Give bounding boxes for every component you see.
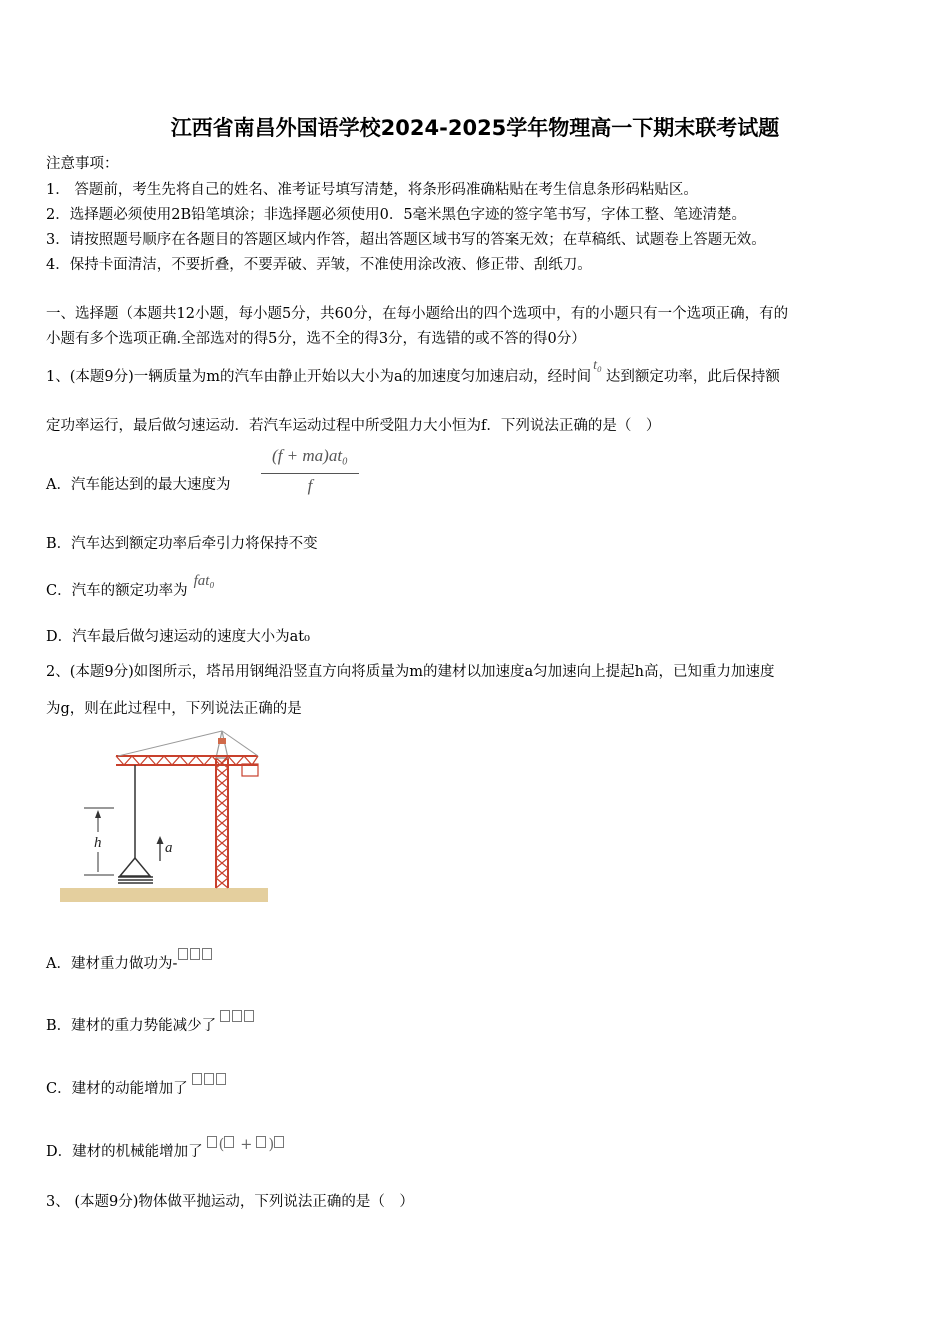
q2-option-d-text: D．建材的机械能增加了	[46, 1144, 203, 1160]
q2-option-d	[46, 1137, 286, 1161]
section-intro-line2: 小题有多个选项正确.全部选对的得5分，选不全的得3分，有选错的或不答的得0分）	[46, 331, 586, 347]
plus-sign: +	[240, 1137, 253, 1153]
q3-stem-line1: 3、 (本题9分)物体做平抛运动，下列说法正确的是（ ）	[46, 1194, 414, 1210]
tower-crane-figure	[58, 728, 270, 906]
notice-item-1: 1． 答题前，考生先将自己的姓名、准考证号填写清楚，将条形码准确粘贴在考生信息条形码粘贴区。	[46, 182, 698, 198]
missing-formula-glyphs	[192, 1074, 228, 1090]
notice-heading: 注意事项：	[46, 156, 119, 172]
q2-option-c-text: C．建材的动能增加了	[46, 1081, 188, 1097]
q1-option-c-text: C．汽车的额定功率为	[46, 583, 188, 599]
fraction-numerator: (f + ma)at₀	[272, 446, 348, 465]
q1-option-c	[46, 573, 215, 600]
label-h: h	[94, 835, 102, 851]
section-intro-line1: 一、选择题（本题共12小题，每小题5分，共60分，在每小题给出的四个选项中，有的小题只有一个选项正确，有的	[46, 306, 789, 322]
notice-item-4: 4．保持卡面清洁，不要折叠，不要弄破、弄皱，不准使用涂改液、修正带、刮纸刀。	[46, 257, 592, 273]
notice-item-3: 3．请按照题号顺序在各题目的答题区域内作答，超出答题区域书写的答案无效；在草稿纸、试题卷上答题无效。	[46, 232, 766, 248]
q1-option-b: B．汽车达到额定功率后牵引力将保持不变	[46, 536, 318, 552]
crane-tower	[216, 731, 228, 888]
acceleration-arrow	[157, 836, 164, 861]
notice-item-2: 2．选择题必须使用2B铅笔填涂；非选择题必须使用0．5毫米黑色字迹的签字笔书写，字体工整、笔迹清楚。	[46, 207, 747, 223]
q1-option-d: D．汽车最后做匀速运动的速度大小为at₀	[46, 629, 310, 645]
q2-option-a	[46, 952, 214, 973]
fraction-bar	[261, 473, 359, 474]
page-title: 江西省南昌外国语学校2024-2025学年物理高一下期末联考试题	[170, 116, 780, 140]
q1-stem-line1	[46, 358, 780, 386]
crane-jib	[116, 731, 258, 776]
paren-close: )	[268, 1137, 275, 1153]
ground	[60, 888, 268, 902]
fraction-denominator: f	[307, 476, 313, 495]
q1-stem-text-a: 1、(本题9分)一辆质量为m的汽车由静止开始以大小为a的加速度匀加速启动，经时间	[46, 369, 592, 385]
q2-option-b	[46, 1014, 256, 1035]
q1-option-a-fraction	[261, 444, 359, 500]
missing-formula-glyphs	[220, 1011, 256, 1027]
q2-stem-line1: 2、(本题9分)如图所示，塔吊用钢绳沿竖直方向将质量为m的建材以加速度a匀加速向上提起h高，已知重力加速度	[46, 664, 775, 680]
q1-stem-line2: 定功率运行，最后做匀速运动．若汽车运动过程中所受阻力大小恒为f．下列说法正确的是（ ）	[46, 418, 661, 434]
q1-option-a: A．汽车能达到的最大速度为	[46, 477, 231, 493]
missing-formula-glyphs	[178, 949, 214, 965]
q2-option-a-text: A．建材重力做功为-	[46, 956, 178, 972]
q2-option-c	[46, 1077, 228, 1098]
building-material	[118, 877, 153, 883]
load-sling	[120, 858, 150, 876]
q1-t0-symbol: t₀	[593, 358, 602, 373]
q1-option-c-expr: fat₀	[193, 573, 215, 589]
label-a: a	[165, 840, 173, 856]
paren-open: (	[218, 1137, 225, 1153]
q2-option-d-formula	[207, 1137, 287, 1153]
q2-option-b-text: B．建材的重力势能减少了	[46, 1018, 217, 1034]
q2-stem-line2: 为g，则在此过程中，下列说法正确的是	[46, 701, 302, 717]
q1-stem-text-b: 达到额定功率，此后保持额	[605, 369, 780, 385]
